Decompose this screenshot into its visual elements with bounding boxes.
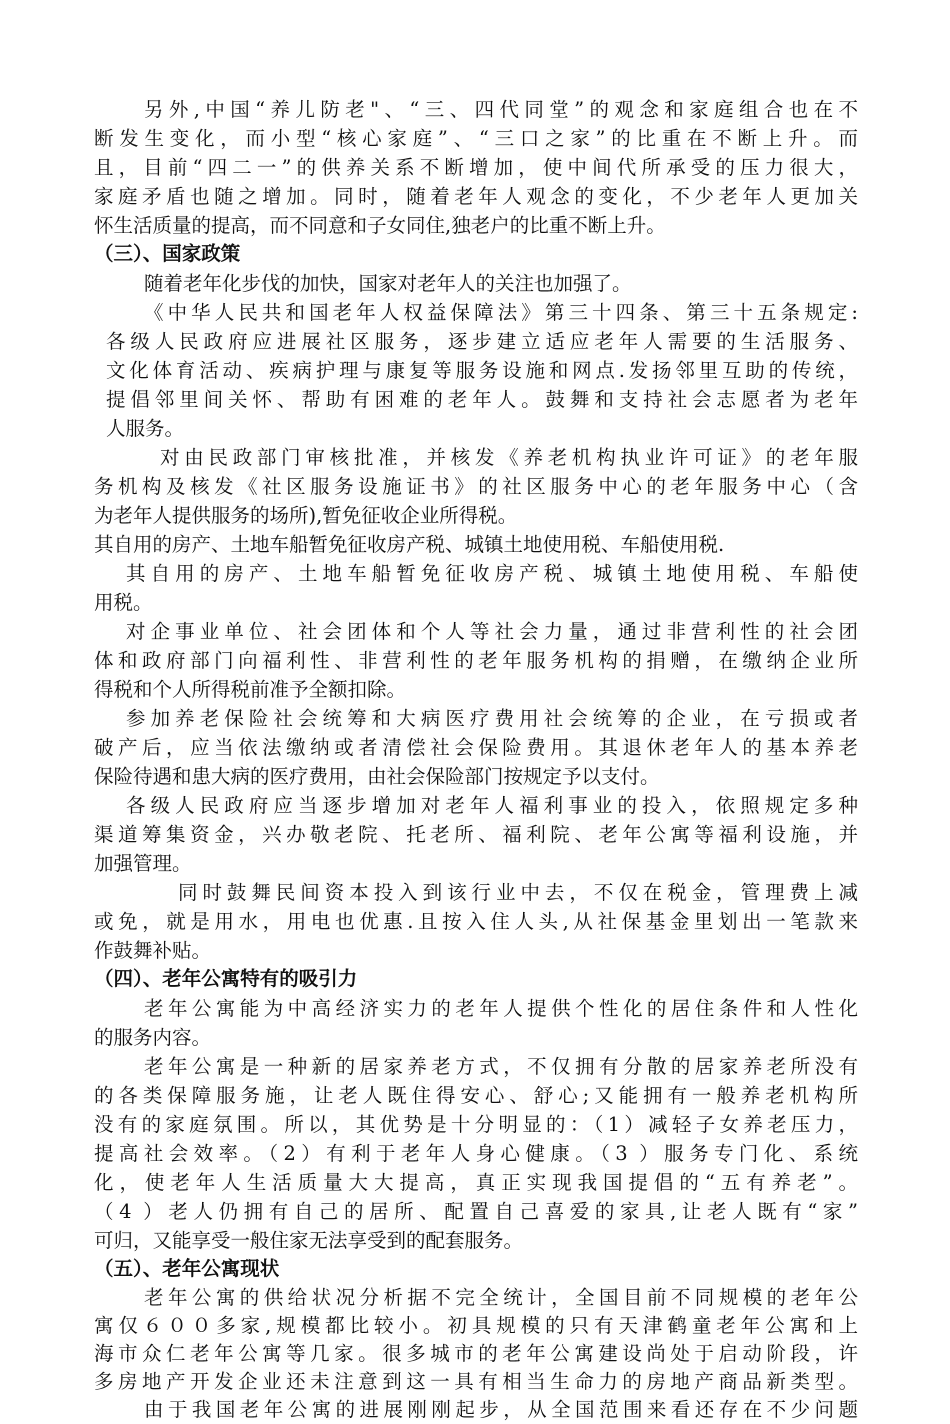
- text-line: 或免，就是用水，用电也优惠.且按入住人头,从社保基金里划出一笔款来: [94, 910, 858, 933]
- text-line: 海市众仁老年公寓等几家。很多城市的老年公寓建设尚处于启动阶段，许: [94, 1342, 858, 1365]
- text-line: 家庭矛盾也随之增加。同时，随着老年人观念的变化，不少老年人更加关: [94, 185, 858, 208]
- text-line: 文化体育活动、疾病护理与康复等服务设施和网点.发扬邻里互助的传统，: [106, 359, 858, 382]
- text-line: 对由民政部门审核批准，并核发《养老机构执业许可证》的老年服: [160, 446, 858, 469]
- text-line: 参加养老保险社会统筹和大病医疗费用社会统筹的企业，在亏损或者: [126, 707, 858, 730]
- text-line: 加强管理。: [94, 852, 192, 875]
- text-line: 务机构及核发《社区服务设施证书》的社区服务中心的老年服务中心（含: [94, 475, 858, 498]
- text-line: 由于我国老年公寓的进展刚刚起步，从全国范围来看还存在不少问题: [144, 1398, 858, 1421]
- text-line: 各级人民政府应当逐步增加对老年人福利事业的投入，依照规定多种: [126, 794, 858, 817]
- text-line: 老年公寓是一种新的居家养老方式，不仅拥有分散的居家养老所没有: [144, 1055, 858, 1078]
- text-line: 随着老年化步伐的加快，国家对老年人的关注也加强了。: [144, 272, 632, 295]
- text-line: 没有的家庭氛围。所以，其优势是十分明显的：（1）减轻子女养老压力，: [94, 1113, 858, 1136]
- text-line: 其自用的房产、土地车船暂免征收房产税、城镇土地使用税、车船使用税.: [94, 533, 725, 556]
- text-line: 破产后，应当依法缴纳或者清偿社会保险费用。其退休老年人的基本养老: [94, 736, 858, 759]
- section-heading: （五）、老年公寓现状: [94, 1257, 280, 1280]
- text-line: 的各类保障服务施，让老人既住得安心、舒心;又能拥有一般养老机构所: [94, 1084, 858, 1107]
- text-line: 其自用的房产、土地车船暂免征收房产税、城镇土地使用税、车船使: [126, 562, 858, 585]
- text-line: 老年公寓能为中高经济实力的老年人提供个性化的居住条件和人性化: [144, 997, 858, 1020]
- text-line: 的服务内容。: [94, 1026, 212, 1049]
- text-line: （4 ）老人仍拥有自己的居所、配置自己喜爱的家具,让老人既有“家”: [94, 1200, 858, 1223]
- text-line: 渠道筹集资金，兴办敬老院、托老所、福利院、老年公寓等福利设施，并: [94, 823, 858, 846]
- text-line: 同时鼓舞民间资本投入到该行业中去，不仅在税金，管理费上减: [178, 881, 858, 904]
- text-line: 提倡邻里间关怀、帮助有困难的老年人。鼓舞和支持社会志愿者为老年: [106, 388, 858, 411]
- text-line: 对企事业单位、社会团体和个人等社会力量，通过非营利性的社会团: [126, 620, 858, 643]
- text-line: 另外,中国“养儿防老"、“三、四代同堂”的观念和家庭组合也在不: [144, 98, 858, 121]
- text-line: 得税和个人所得税前准予全额扣除。: [94, 678, 407, 701]
- text-line: 怀生活质量的提高，而不同意和子女同住,独老户的比重不断上升。: [94, 214, 666, 237]
- section-heading: （四）、老年公寓特有的吸引力: [94, 967, 358, 990]
- text-line: 断发生变化，而小型“核心家庭”、“三口之家”的比重在不断上升。而: [94, 127, 858, 150]
- text-line: 可归，又能享受一般住家无法享受到的配套服务。: [94, 1229, 524, 1252]
- text-line: 《中华人民共和国老年人权益保障法》第三十四条、第三十五条规定:: [144, 301, 858, 324]
- text-line: 用税。: [94, 591, 153, 614]
- text-line: 体和政府部门向福利性、非营利性的老年服务机构的捐赠，在缴纳企业所: [94, 649, 858, 672]
- text-line: 保险待遇和患大病的医疗费用，由社会保险部门按规定予以支付。: [94, 765, 660, 788]
- section-heading: （三）、国家政策: [94, 242, 241, 265]
- text-line: 且，目前“四二一”的供养关系不断增加，使中间代所承受的压力很大，: [94, 156, 858, 179]
- text-line: 各级人民政府应进展社区服务，逐步建立适应老年人需要的生活服务、: [106, 330, 858, 353]
- text-line: 多房地产开发企业还未注意到这一具有相当生命力的房地产商品新类型。: [94, 1370, 858, 1393]
- text-line: 人服务。: [106, 417, 185, 440]
- text-line: 为老年人提供服务的场所),暂免征收企业所得税。: [94, 504, 518, 527]
- text-line: 提高社会效率。（2）有利于老年人身心健康。（3 ）服务专门化、系统: [94, 1142, 858, 1165]
- text-line: 作鼓舞补贴。: [94, 939, 212, 962]
- text-line: 寓仅６００多家,规模都比较小。初具规模的只有天津鹤童老年公寓和上: [94, 1314, 858, 1337]
- text-line: 化，使老年人生活质量大大提高，真正实现我国提倡的“五有养老”。: [94, 1171, 858, 1194]
- text-line: 老年公寓的供给状况分析据不完全统计，全国目前不同规模的老年公: [144, 1286, 858, 1309]
